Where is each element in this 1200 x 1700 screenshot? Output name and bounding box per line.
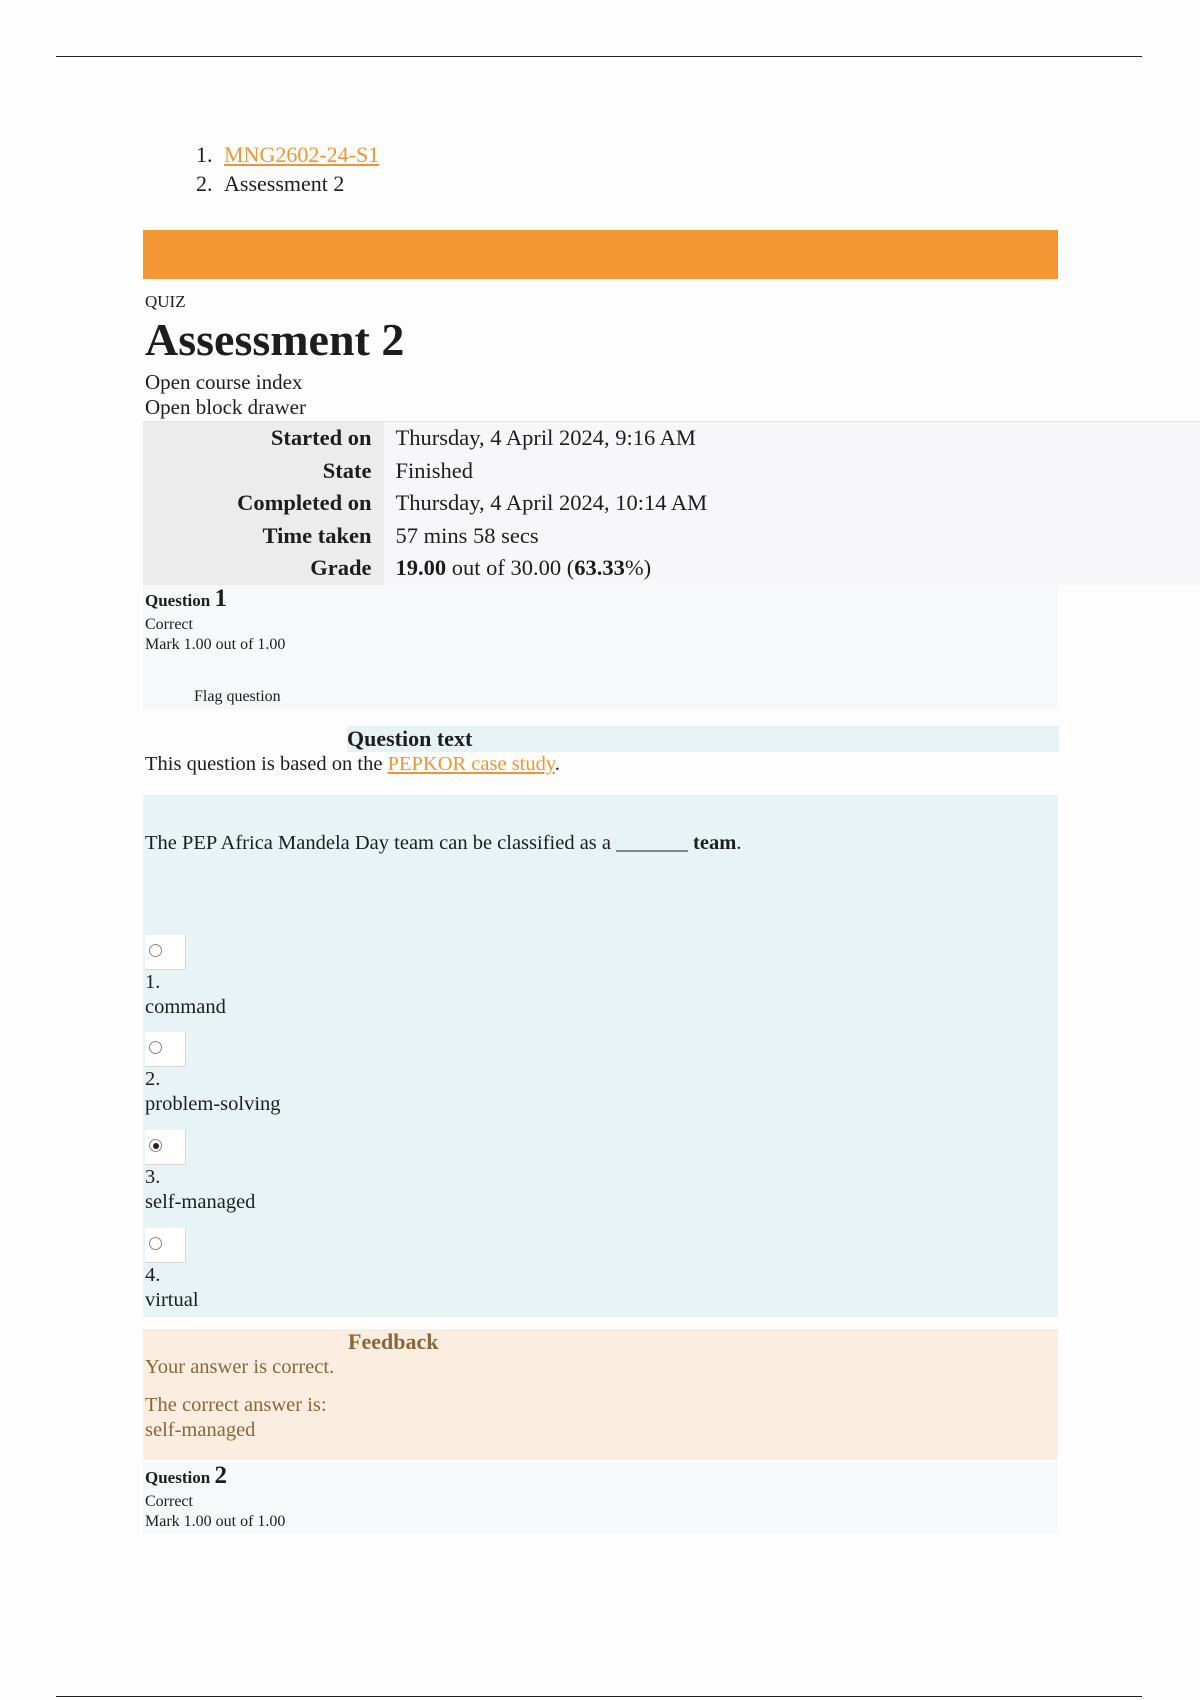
question-number-value: 2 [214,1462,227,1489]
feedback-panel [143,1329,1058,1460]
radio-button[interactable] [149,944,162,957]
radio-box [145,1032,186,1067]
attempt-summary-table [143,422,1200,585]
summary-row-completed [143,487,1200,520]
stem-end: . [736,832,742,854]
question-stem [145,832,741,855]
summary-label: Started on [143,422,384,455]
grade-out-of: out of 30.00 ( [446,555,575,581]
breadcrumb-item-course [218,140,379,169]
correct-answer-label: The correct answer is: [145,1394,327,1416]
radio-box [145,935,186,970]
question-number [145,1462,227,1490]
summary-value: Finished [384,455,1200,488]
summary-value: 57 mins 58 secs [384,520,1200,553]
question-number [145,585,227,613]
bottom-rule [56,1696,1142,1697]
option-text: virtual [145,1289,199,1311]
breadcrumb [180,140,379,198]
option-number: 1. [145,971,161,993]
option-text: self-managed [145,1191,256,1213]
summary-label: Grade [143,552,384,585]
header-banner [143,230,1058,279]
breadcrumb-current: Assessment 2 [224,171,345,196]
grade-percent: 63.33 [574,555,625,581]
question-text-heading: Question text [347,726,1059,752]
question-mark: Mark 1.00 out of 1.00 [145,1513,286,1530]
question-prefix: Question [145,1468,211,1487]
option-number: 3. [145,1166,161,1188]
radio-button-selected[interactable] [149,1139,162,1152]
stem-text: The PEP Africa Mandela Day team can be classified as a _______ [145,832,694,854]
page-title: Assessment 2 [145,314,405,365]
question-state: Correct [145,1493,193,1510]
answer-option-1[interactable] [145,935,545,1020]
summary-row-started [143,422,1200,455]
grade-suffix: %) [624,555,652,581]
option-text: problem-solving [145,1093,281,1115]
feedback-result: Your answer is correct. [145,1356,335,1378]
intro-text: This question is based on the [145,753,388,775]
question-2-info [143,1462,1058,1534]
open-block-drawer-button[interactable]: Open block drawer [145,395,306,419]
answer-option-3[interactable] [145,1130,545,1215]
flag-question-button[interactable]: Flag question [194,688,281,705]
top-rule [56,56,1142,57]
summary-row-time [143,520,1200,553]
stem-bold: team [693,832,737,854]
summary-value: Thursday, 4 April 2024, 10:14 AM [384,487,1200,520]
question-1-content [143,795,1058,1317]
summary-row-state [143,455,1200,488]
question-mark: Mark 1.00 out of 1.00 [145,636,286,653]
summary-label: State [143,455,384,488]
summary-label: Completed on [143,487,384,520]
answer-option-4[interactable] [145,1228,545,1313]
course-link[interactable]: MNG2602-24-S1 [224,142,380,167]
correct-answer-value: self-managed [145,1419,256,1441]
question-1-info [143,585,1058,709]
radio-box [145,1130,186,1165]
grade-value [384,552,1200,585]
question-state: Correct [145,616,193,633]
intro-suffix: . [554,753,560,775]
breadcrumb-item-assessment [218,169,379,198]
option-number: 4. [145,1264,161,1286]
grade-score: 19.00 [395,555,447,581]
question-number-value: 1 [214,585,227,612]
option-text: command [145,996,226,1018]
summary-label: Time taken [143,520,384,553]
summary-value: Thursday, 4 April 2024, 9:16 AM [384,422,1200,455]
radio-box [145,1228,186,1263]
activity-type-label: QUIZ [145,292,186,311]
option-number: 2. [145,1068,161,1090]
question-intro [145,753,560,776]
radio-button[interactable] [149,1041,162,1054]
question-prefix: Question [145,591,211,610]
summary-row-grade [143,552,1200,585]
case-study-link[interactable]: PEPKOR case study [387,753,555,775]
radio-button[interactable] [149,1237,162,1250]
answer-option-2[interactable] [145,1032,545,1117]
open-course-index-button[interactable]: Open course index [145,370,303,394]
feedback-heading: Feedback [348,1329,439,1354]
